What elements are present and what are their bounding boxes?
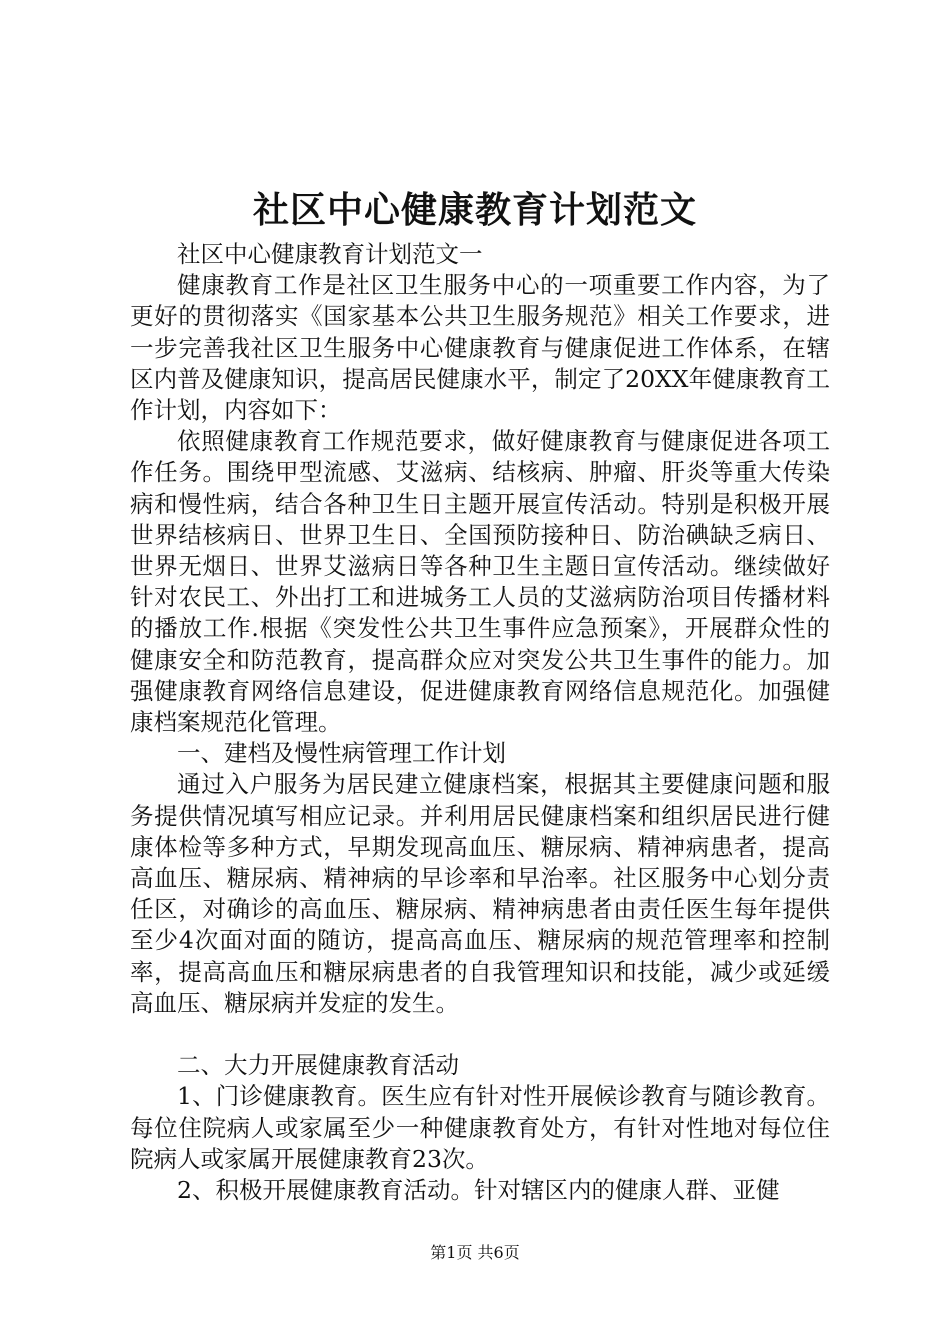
blank-line bbox=[130, 1019, 830, 1050]
page-footer: 第1页 共6页 bbox=[430, 1243, 520, 1262]
body-paragraph: 依照健康教育工作规范要求，做好健康教育与健康促进各项工作任务。围绕甲型流感、艾滋病、结核病、肿瘤、肝炎等重大传染病和慢性病，结合各种卫生日主题开展宣传活动。特别是积极开展世界结核病日、世界卫生日、全国预防接种日、防治碘缺乏病日、世界无烟日、世界艾滋病日等各种卫生主题日宣传活动。继续做好针对农民工、外出打工和进城务工人员的艾滋病防治项目传播材料的播放工作.根据《突发性公共卫生事件应急预案》，开展群众性的健康安全和防范教育，提高群众应对突发公共卫生事件的能力。加强健康教育网络信息建设，促进健康教育网络信息规范化。加强健康档案规范化管理。 bbox=[130, 427, 830, 737]
section-heading-1: 一、建档及慢性病管理工作计划 bbox=[177, 739, 506, 768]
body-paragraph: 通过入户服务为居民建立健康档案，根据其主要健康问题和服务提供情况填写相应记录。并利用居民健康档案和组织居民进行健康体检等多种方式，早期发现高血压、糖尿病、精神病患者，提高高血压、糖尿病、精神病的早诊率和早治率。社区服务中心划分责任区，对确诊的高血压、糖尿病、精神病患者由责任医生每年提供至少4次面对面的随访，提高高血压、糖尿病的规范管理率和控制率，提高高血压和糖尿病患者的自我管理知识和技能，减少或延缓高血压、糖尿病并发症的发生。 bbox=[130, 770, 830, 1017]
document-title: 社区中心健康教育计划范文 bbox=[252, 189, 697, 231]
section-heading-2: 二、大力开展健康教育活动 bbox=[177, 1051, 459, 1080]
list-item: 1、门诊健康教育。医生应有针对性开展候诊教育与随诊教育。每位住院病人或家属至少一种健康教育处方，有针对性地对每位住院病人或家属开展健康教育23次。 bbox=[130, 1082, 830, 1173]
intro-paragraph: 健康教育工作是社区卫生服务中心的一项重要工作内容，为了更好的贯彻落实《国家基本公共卫生服务规范》相关工作要求，进一步完善我社区卫生服务中心健康教育与健康促进工作体系，在辖区内普及健康知识，提高居民健康水平，制定了20XX年健康教育工作计划，内容如下： bbox=[130, 271, 830, 425]
document-body bbox=[130, 239, 830, 1206]
section-subtitle: 社区中心健康教育计划范文一 bbox=[177, 240, 483, 268]
list-item: 2、积极开展健康教育活动。针对辖区内的健康人群、亚健 bbox=[177, 1176, 780, 1205]
